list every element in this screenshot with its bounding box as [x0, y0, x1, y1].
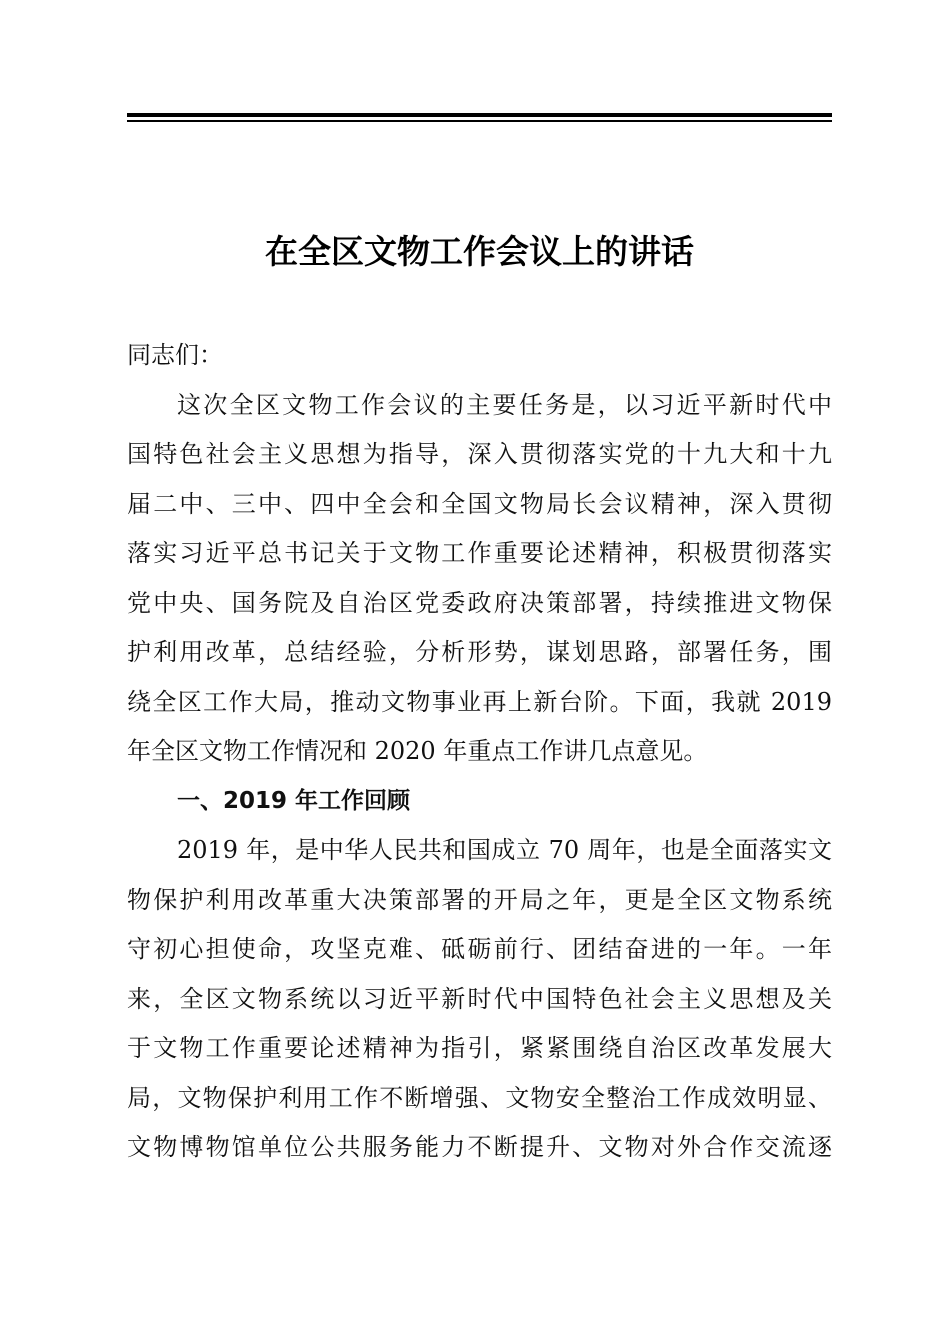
paragraph-line: 护利用改革，总结经验，分析形势，谋划思路，部署任务，围: [127, 638, 832, 666]
paragraph-line: 届二中、三中、四中全会和全国文物局长会议精神，深入贯彻: [127, 489, 832, 518]
paragraph-line: 这次全区文物工作会议的主要任务是，以习近平新时代中: [177, 390, 832, 419]
paragraph-line: 来，全区文物系统以习近平新时代中国特色社会主义思想及关: [127, 984, 832, 1013]
paragraph-line: 文物博物馆单位公共服务能力不断提升、文物对外合作交流逐: [127, 1133, 832, 1161]
paragraph-line: 年全区文物工作情况和 2020 年重点工作讲几点意见。: [127, 737, 708, 765]
paragraph-line: 党中央、国务院及自治区党委政府决策部署，持续推进文物保: [127, 588, 832, 617]
paragraph-line: 于文物工作重要论述精神为指引，紧紧围绕自治区改革发展大: [127, 1034, 832, 1062]
paragraph-line: 落实习近平总书记关于文物工作重要论述精神，积极贯彻落实: [127, 539, 832, 567]
paragraph-line: 绕全区工作大局，推动文物事业再上新台阶。下面，我就 2019: [127, 687, 832, 716]
paragraph-line: 2019 年，是中华人民共和国成立 70 周年，也是全面落实文: [177, 836, 832, 864]
header-rule-thick: [127, 113, 832, 117]
document-body: [127, 331, 832, 1173]
paragraph-line: 国特色社会主义思想为指导，深入贯彻落实党的十九大和十九: [127, 440, 832, 468]
header-rule-thin: [127, 120, 832, 122]
paragraph-line: 守初心担使命，攻坚克难、砥砺前行、团结奋进的一年。一年: [127, 935, 832, 963]
section-heading: 一、2019 年工作回顾: [177, 787, 411, 814]
paragraph-line: 物保护利用改革重大决策部署的开局之年，更是全区文物系统: [127, 885, 832, 914]
document-title: 在全区文物工作会议上的讲话: [265, 232, 694, 271]
salutation: 同志们：: [127, 341, 223, 369]
paragraph-line: 局，文物保护利用工作不断增强、文物安全整治工作成效明显、: [127, 1083, 832, 1112]
